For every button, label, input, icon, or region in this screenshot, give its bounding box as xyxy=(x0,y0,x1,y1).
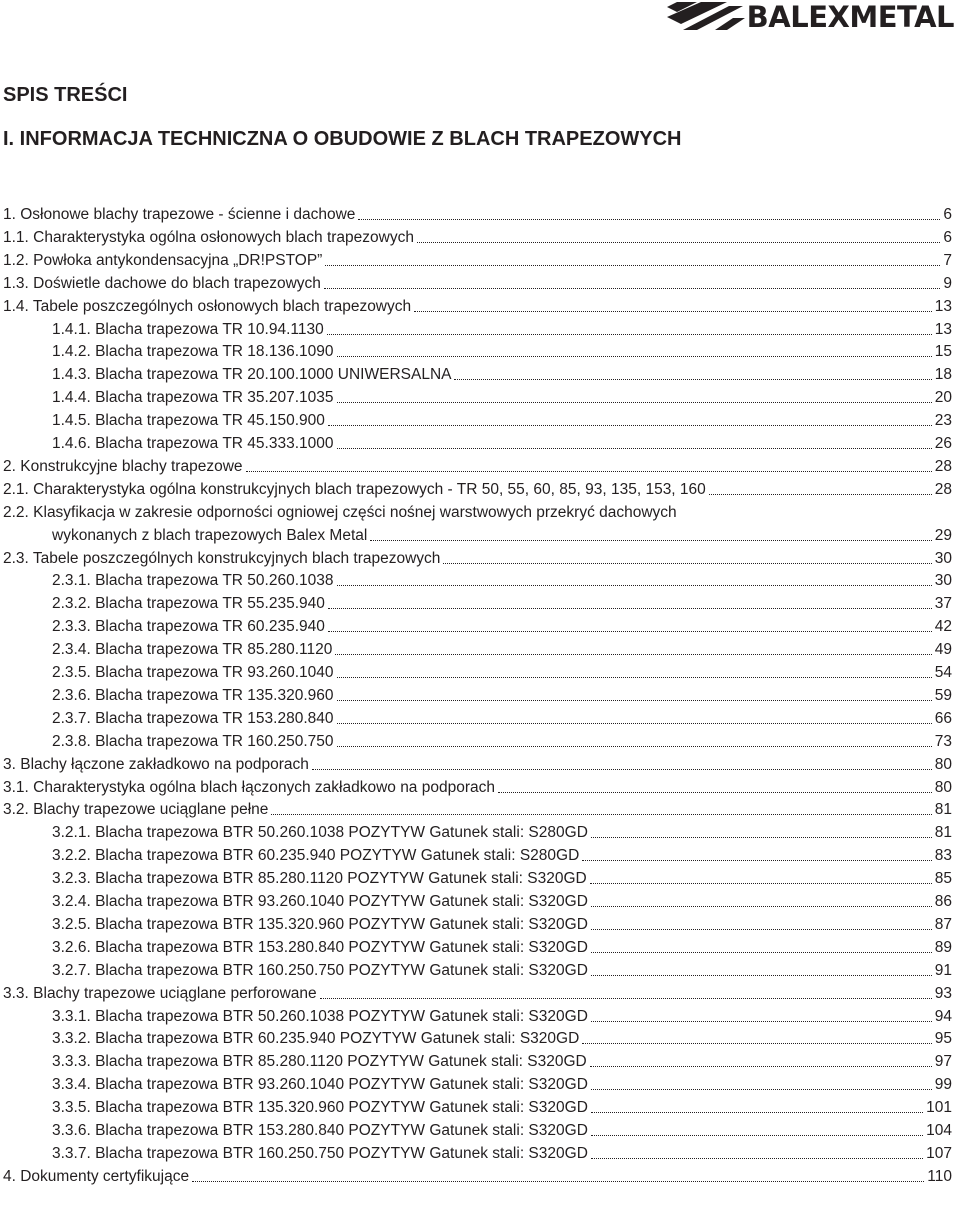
toc-entry[interactable] xyxy=(52,1098,952,1118)
dot-leader xyxy=(246,471,932,472)
toc-entry[interactable] xyxy=(52,823,952,843)
toc-page-number: 80 xyxy=(934,778,952,796)
toc-entry[interactable] xyxy=(52,846,952,866)
toc-entry[interactable] xyxy=(3,457,952,477)
dot-leader xyxy=(590,883,932,884)
toc-entry-title: 3.3.2. Blacha trapezowa BTR 60.235.940 POZYTYW Gatunek stali: S320GD xyxy=(52,1030,580,1048)
toc-entry[interactable] xyxy=(52,1144,952,1164)
toc-entry[interactable] xyxy=(3,755,952,775)
toc-entry-title: 3.3. Blachy trapezowe uciąglane perforowane xyxy=(3,984,317,1002)
dot-leader xyxy=(591,1158,923,1159)
dot-leader xyxy=(271,814,931,815)
toc-page-number: 91 xyxy=(934,961,952,979)
toc-entry[interactable] xyxy=(52,732,952,752)
dot-leader xyxy=(337,723,932,724)
dot-leader xyxy=(591,975,932,976)
dot-leader xyxy=(337,585,932,586)
toc-entry-title: 2. Konstrukcyjne blachy trapezowe xyxy=(3,457,243,475)
toc-page-number: 110 xyxy=(927,1167,952,1185)
toc-entry-title: 3.2.1. Blacha trapezowa BTR 50.260.1038 POZYTYW Gatunek stali: S280GD xyxy=(52,824,588,842)
dot-leader xyxy=(443,563,931,564)
toc-entry-label: 2.2. Klasyfikacja w zakresie odporności ogniowej części nośnej warstwowych przekryć dachowych xyxy=(3,503,677,521)
dot-leader xyxy=(591,952,932,953)
toc-entry-title: 2.3. Tabele poszczególnych konstrukcyjnych blach trapezowych xyxy=(3,549,441,567)
toc-entry-title: 1.2. Powłoka antykondensacyjna „DR!PSTOP” xyxy=(3,251,323,269)
dot-leader xyxy=(454,379,931,380)
toc-entry[interactable] xyxy=(52,1007,952,1027)
dot-leader xyxy=(337,356,932,357)
toc-page-number: 26 xyxy=(934,435,952,452)
toc-entry[interactable] xyxy=(3,1167,952,1187)
toc-entry[interactable] xyxy=(3,480,952,500)
toc-page-number: 97 xyxy=(934,1053,952,1071)
toc-entry-title: 3.3.6. Blacha trapezowa BTR 153.280.840 POZYTYW Gatunek stali: S320GD xyxy=(52,1122,588,1139)
toc-page-number: 83 xyxy=(934,847,952,865)
toc-entry-title: 2.3.3. Blacha trapezowa TR 60.235.940 xyxy=(52,618,325,636)
toc-entry[interactable] xyxy=(3,251,952,271)
dot-leader xyxy=(498,792,932,793)
toc-entry-title: 3.2.3. Blacha trapezowa BTR 85.280.1120 POZYTYW Gatunek stali: S320GD xyxy=(52,870,587,888)
toc-entry[interactable] xyxy=(52,388,952,408)
toc-page-number: 37 xyxy=(934,595,952,613)
toc-entry-title: 1.4.1. Blacha trapezowa TR 10.94.1130 xyxy=(52,320,324,338)
toc-page-number: 85 xyxy=(934,870,952,888)
toc-entry-title: 2.3.5. Blacha trapezowa TR 93.260.1040 xyxy=(52,664,334,681)
toc-entry[interactable] xyxy=(52,526,952,546)
toc-entry[interactable] xyxy=(52,617,952,637)
toc-page-number: 81 xyxy=(934,824,952,842)
toc-page-number: 104 xyxy=(926,1122,952,1139)
toc-entry-title: 1.4. Tabele poszczególnych osłonowych blach trapezowych xyxy=(3,297,412,315)
toc-entry[interactable] xyxy=(52,365,952,385)
toc-entry[interactable] xyxy=(52,686,952,706)
toc-entry[interactable] xyxy=(3,778,952,798)
toc-page-number: 59 xyxy=(934,686,952,704)
toc-entry-title: 3.2.6. Blacha trapezowa BTR 153.280.840 POZYTYW Gatunek stali: S320GD xyxy=(52,938,588,956)
toc-entry[interactable] xyxy=(52,709,952,729)
toc-page-number: 93 xyxy=(934,984,952,1002)
dot-leader xyxy=(328,631,932,632)
toc-entry-title: 4. Dokumenty certyfikujące xyxy=(3,1167,190,1185)
toc-page-number: 95 xyxy=(934,1030,952,1048)
dot-leader xyxy=(591,837,932,838)
toc-entry-title: 3.2. Blachy trapezowe uciąglane pełne xyxy=(3,801,269,819)
dot-leader xyxy=(337,746,932,747)
toc-entry-title: wykonanych z blach trapezowych Balex Metal xyxy=(52,526,368,544)
toc-page-number: 94 xyxy=(934,1007,952,1025)
toc-entry[interactable] xyxy=(52,342,952,362)
toc-page-number: 6 xyxy=(943,206,952,223)
toc-entry[interactable] xyxy=(52,1121,952,1141)
dot-leader xyxy=(312,769,932,770)
toc-entry-title: 3.1. Charakterystyka ogólna blach łączonych zakładkowo na podporach xyxy=(3,778,495,796)
dot-leader xyxy=(582,1043,931,1044)
toc-page-number: 87 xyxy=(934,915,952,933)
toc-entry-title: 2.3.2. Blacha trapezowa TR 55.235.940 xyxy=(52,595,325,613)
toc-page-number: 29 xyxy=(934,526,952,544)
toc-entry-title: 2.3.8. Blacha trapezowa TR 160.250.750 xyxy=(52,732,334,750)
dot-leader xyxy=(370,540,931,541)
toc-entry-title: 2.3.6. Blacha trapezowa TR 135.320.960 xyxy=(52,686,334,704)
dot-leader xyxy=(582,860,931,861)
dot-leader xyxy=(328,608,932,609)
toc-entry-title: 1.1. Charakterystyka ogólna osłonowych blach trapezowych xyxy=(3,228,414,246)
toc-entry[interactable] xyxy=(3,274,952,294)
toc-entry-title: 1.4.5. Blacha trapezowa TR 45.150.900 xyxy=(52,412,325,430)
page-title: SPIS TREŚCI xyxy=(3,84,128,106)
toc-page-number: 81 xyxy=(934,801,952,819)
brand-logo xyxy=(667,0,954,34)
toc-page-number: 80 xyxy=(934,755,952,773)
toc-page-number: 49 xyxy=(934,641,952,659)
dot-leader xyxy=(337,402,932,403)
toc-entry[interactable] xyxy=(52,320,952,340)
section-title: I. INFORMACJA TECHNICZNA O OBUDOWIE Z BLACH TRAPEZOWYCH xyxy=(3,128,682,150)
dot-leader xyxy=(337,677,932,678)
dot-leader xyxy=(324,288,940,289)
toc-entry-title: 1. Osłonowe blachy trapezowe - ścienne i dachowe xyxy=(3,206,356,223)
toc-page-number: 28 xyxy=(934,457,952,475)
toc-page-number: 86 xyxy=(934,893,952,910)
toc-page-number: 13 xyxy=(934,297,952,315)
toc-page-number: 30 xyxy=(934,549,952,567)
toc-entry[interactable] xyxy=(52,411,952,431)
toc-entry[interactable] xyxy=(52,571,952,591)
toc-entry-title: 3.2.7. Blacha trapezowa BTR 160.250.750 POZYTYW Gatunek stali: S320GD xyxy=(52,961,588,979)
toc-entry[interactable] xyxy=(52,1029,952,1049)
toc-entry-title: 1.3. Doświetle dachowe do blach trapezowych xyxy=(3,274,321,292)
toc-entry-title: 2.1. Charakterystyka ogólna konstrukcyjnych blach trapezowych - TR 50, 55, 60, 85, 93, 135, 153, 160 xyxy=(3,480,706,498)
toc-entry-title: 3.3.1. Blacha trapezowa BTR 50.260.1038 POZYTYW Gatunek stali: S320GD xyxy=(52,1007,588,1025)
dot-leader xyxy=(591,906,932,907)
dot-leader xyxy=(337,448,932,449)
toc-page-number: 99 xyxy=(934,1076,952,1094)
toc-entry[interactable] xyxy=(3,297,952,317)
toc-entry[interactable] xyxy=(52,869,952,889)
toc-page-number: 9 xyxy=(943,274,952,292)
dot-leader xyxy=(591,1112,923,1113)
toc-page-number: 66 xyxy=(934,709,952,727)
toc-page-number: 23 xyxy=(934,412,952,430)
dot-leader xyxy=(328,425,932,426)
toc-entry[interactable] xyxy=(52,892,952,912)
dot-leader xyxy=(335,654,931,655)
toc-entry-title: 2.3.1. Blacha trapezowa TR 50.260.1038 xyxy=(52,572,334,590)
dot-leader xyxy=(325,265,940,266)
dot-leader xyxy=(590,1066,932,1067)
toc-page-number: 13 xyxy=(934,320,952,338)
toc-entry-title: 3.3.4. Blacha trapezowa BTR 93.260.1040 POZYTYW Gatunek stali: S320GD xyxy=(52,1076,588,1094)
toc-entry[interactable] xyxy=(52,938,952,958)
toc-entry[interactable] xyxy=(52,915,952,935)
toc-page-number: 7 xyxy=(943,251,952,269)
toc-entry[interactable] xyxy=(52,640,952,660)
dot-leader xyxy=(591,929,932,930)
toc-entry-title: 3.3.7. Blacha trapezowa BTR 160.250.750 POZYTYW Gatunek stali: S320GD xyxy=(52,1144,588,1162)
balexmetal-logo-icon xyxy=(667,2,745,32)
toc-page-number: 20 xyxy=(934,389,952,407)
dot-leader xyxy=(358,219,940,220)
toc-page-number: 89 xyxy=(934,938,952,956)
dot-leader xyxy=(414,311,932,312)
brand-name: BALEXMETAL xyxy=(746,0,954,34)
toc-page-number: 18 xyxy=(934,366,952,384)
toc-entry-title: 3.3.3. Blacha trapezowa BTR 85.280.1120 POZYTYW Gatunek stali: S320GD xyxy=(52,1053,587,1071)
toc-page-number: 28 xyxy=(934,480,952,498)
toc-entry[interactable] xyxy=(3,800,952,820)
toc-entry[interactable] xyxy=(52,434,952,454)
toc-page-number: 30 xyxy=(934,572,952,590)
toc-entry[interactable] xyxy=(3,228,952,248)
toc-page-number: 107 xyxy=(926,1144,952,1162)
dot-leader xyxy=(417,242,940,243)
toc-entry-title: 3.2.4. Blacha trapezowa BTR 93.260.1040 POZYTYW Gatunek stali: S320GD xyxy=(52,893,588,910)
toc-entry[interactable] xyxy=(52,1075,952,1095)
toc-page-number: 6 xyxy=(943,228,952,246)
toc-entry-title: 3. Blachy łączone zakładkowo na podporach xyxy=(3,755,309,773)
toc-entry-title: 1.4.6. Blacha trapezowa TR 45.333.1000 xyxy=(52,435,334,452)
toc-entry[interactable] xyxy=(3,549,952,569)
toc-entry[interactable] xyxy=(52,961,952,981)
toc-entry-title: 3.3.5. Blacha trapezowa BTR 135.320.960 POZYTYW Gatunek stali: S320GD xyxy=(52,1099,588,1117)
toc-page-number: 42 xyxy=(934,618,952,636)
toc-entry[interactable] xyxy=(52,663,952,683)
toc-entry-title: 3.2.2. Blacha trapezowa BTR 60.235.940 POZYTYW Gatunek stali: S280GD xyxy=(52,847,580,865)
toc-page-number: 73 xyxy=(934,732,952,750)
toc-entry[interactable] xyxy=(3,984,952,1004)
dot-leader xyxy=(591,1021,932,1022)
toc-entry-title: 1.4.4. Blacha trapezowa TR 35.207.1035 xyxy=(52,389,334,407)
dot-leader xyxy=(591,1089,932,1090)
dot-leader xyxy=(591,1135,923,1136)
dot-leader xyxy=(320,998,932,999)
toc-entry[interactable] xyxy=(52,594,952,614)
dot-leader xyxy=(337,700,932,701)
toc-page-number: 101 xyxy=(926,1099,952,1117)
toc-entry[interactable] xyxy=(52,1052,952,1072)
toc-page-number: 15 xyxy=(934,343,952,361)
toc-entry-title: 1.4.2. Blacha trapezowa TR 18.136.1090 xyxy=(52,343,334,361)
toc-entry-title: 3.2.5. Blacha trapezowa BTR 135.320.960 POZYTYW Gatunek stali: S320GD xyxy=(52,915,588,933)
toc-page-number: 54 xyxy=(934,664,952,681)
dot-leader xyxy=(327,334,932,335)
toc-entry-title: 2.3.7. Blacha trapezowa TR 153.280.840 xyxy=(52,709,334,727)
dot-leader xyxy=(709,494,932,495)
dot-leader xyxy=(192,1181,924,1182)
toc-entry-title: 2.3.4. Blacha trapezowa TR 85.280.1120 xyxy=(52,641,333,659)
toc-entry-title: 1.4.3. Blacha trapezowa TR 20.100.1000 UNIWERSALNA xyxy=(52,366,452,384)
toc-entry[interactable] xyxy=(3,205,952,225)
